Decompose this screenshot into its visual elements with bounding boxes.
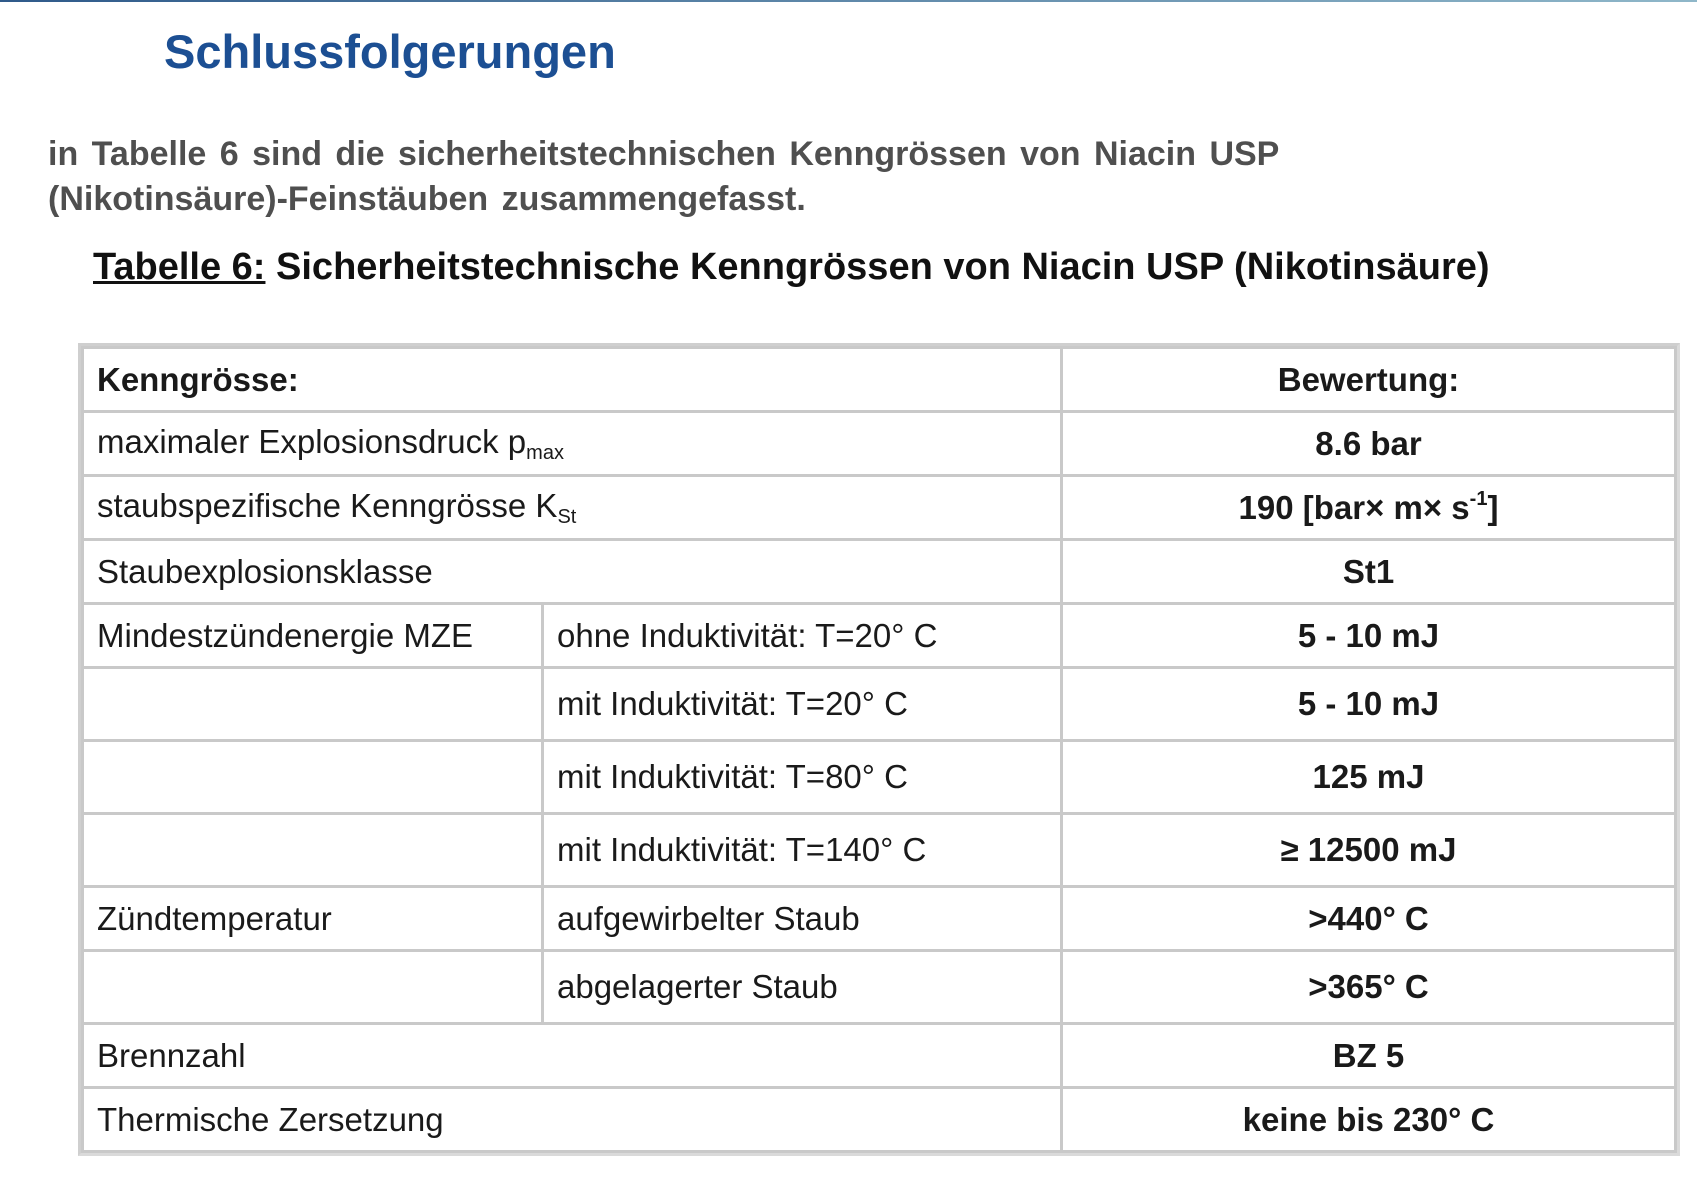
empty-cell	[83, 951, 543, 1024]
table-row	[83, 887, 1676, 951]
dust-class-value: St1	[1062, 540, 1676, 604]
top-rule	[0, 0, 1697, 2]
kst-label-text: staubspezifische Kenngrösse K	[97, 486, 558, 524]
mze-label: Mindestzündenergie MZE	[83, 604, 543, 668]
mze-value: 5 - 10 mJ	[1062, 668, 1676, 741]
ignition-value: >440° C	[1062, 887, 1676, 951]
slide-title: Schlussfolgerungen	[164, 25, 616, 78]
mze-value: 125 mJ	[1062, 741, 1676, 814]
table-row	[83, 668, 1676, 741]
table-row	[83, 540, 1676, 604]
ignition-label: Zündtemperatur	[83, 887, 543, 951]
mze-condition: ohne Induktivität: T=20° C	[543, 604, 1062, 668]
table-row	[83, 476, 1676, 540]
kst-label	[83, 476, 1062, 540]
kst-value-exponent: -1	[1469, 488, 1488, 510]
mze-condition: mit Induktivität: T=80° C	[543, 741, 1062, 814]
properties-table-frame	[78, 343, 1680, 1156]
kst-subscript: St	[557, 505, 577, 528]
header-parameter: Kenngrösse:	[83, 348, 1062, 412]
empty-cell	[83, 668, 543, 741]
table-row	[83, 951, 1676, 1024]
table-header-row	[83, 348, 1676, 412]
pmax-value: 8.6 bar	[1062, 412, 1676, 476]
properties-table	[81, 346, 1677, 1153]
intro-text	[48, 132, 1448, 222]
mze-condition: mit Induktivität: T=20° C	[543, 668, 1062, 741]
kst-value	[1062, 476, 1676, 540]
ignition-condition: aufgewirbelter Staub	[543, 887, 1062, 951]
table-caption-text: Sicherheitstechnische Kenngrössen von Niacin USP (Nikotinsäure)	[265, 246, 1490, 288]
table-row	[83, 814, 1676, 887]
table-row	[83, 1024, 1676, 1088]
table-row	[83, 604, 1676, 668]
burn-value: BZ 5	[1062, 1024, 1676, 1088]
decomposition-value: keine bis 230° C	[1062, 1088, 1676, 1152]
table-caption-label: Tabelle 6:	[93, 246, 266, 288]
decomposition-label: Thermische Zersetzung	[83, 1088, 1062, 1152]
table-row	[83, 1088, 1676, 1152]
table-row	[83, 741, 1676, 814]
table-caption	[93, 246, 1490, 289]
kst-value-bracket: ]	[1487, 489, 1499, 526]
burn-label: Brennzahl	[83, 1024, 1062, 1088]
pmax-label	[83, 412, 1062, 476]
mze-value: ≥ 12500 mJ	[1062, 814, 1676, 887]
mze-value: 5 - 10 mJ	[1062, 604, 1676, 668]
pmax-subscript: max	[526, 441, 564, 464]
intro-line-1: in Tabelle 6 sind die sicherheitstechnischen Kenngrössen von Niacin USP	[48, 135, 1280, 173]
dust-class-label: Staubexplosionsklasse	[83, 540, 1062, 604]
empty-cell	[83, 814, 543, 887]
ignition-condition: abgelagerter Staub	[543, 951, 1062, 1024]
empty-cell	[83, 741, 543, 814]
pmax-label-text: maximaler Explosionsdruck p	[97, 422, 527, 460]
intro-line-2: (Nikotinsäure)-Feinstäuben zusammengefasst.	[48, 180, 806, 218]
kst-value-main: 190 [bar× m× s	[1238, 489, 1470, 526]
mze-condition: mit Induktivität: T=140° C	[543, 814, 1062, 887]
ignition-value: >365° C	[1062, 951, 1676, 1024]
table-row	[83, 412, 1676, 476]
header-value: Bewertung:	[1062, 348, 1676, 412]
